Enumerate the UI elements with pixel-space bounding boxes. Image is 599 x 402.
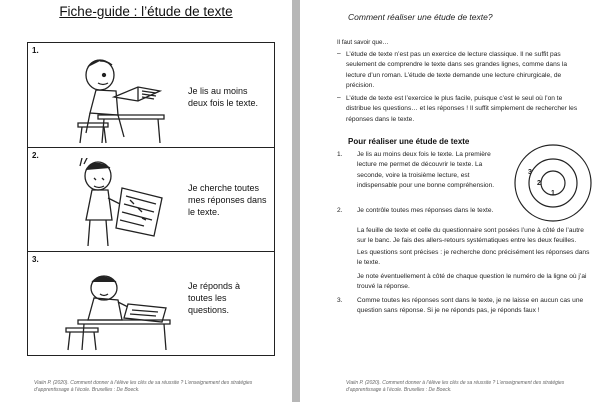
circle-label-inner: 1 <box>551 190 555 197</box>
page-title: Fiche-guide : l’étude de texte <box>59 4 233 19</box>
item-2-text: Je contrôle toutes mes réponses dans le texte. <box>357 207 494 214</box>
right-page <box>300 0 599 402</box>
step-number: 1. <box>32 46 39 55</box>
intro-text: Il faut savoir que… <box>337 39 389 46</box>
item-number: 2. <box>337 207 343 214</box>
concentric-circles-diagram <box>510 140 596 226</box>
bullet-1: L’étude de texte n’est pas un exercice de lecture classique. Il ne suffit pas seulement de comprendre le texte dans ses grandes lignes, comme dans la lecture d’un roman. L’étude de texte demande une lecture chirurgicale, de précision. <box>346 51 568 90</box>
writing-child-illustration <box>58 262 183 354</box>
reading-child-illustration <box>68 53 178 145</box>
section-title: Pour réaliser une étude de texte <box>348 137 470 146</box>
subpoint-3: Je note éventuellement à côté de chaque question le numéro de la ligne où j’ai trouvé la réponse. <box>357 273 587 291</box>
item-1-text: Je lis au moins deux fois le texte. La première lecture me permet de découvrir le texte. La seconde, voire la troisième lecture, est indispensable pour une bonne compréhension. <box>357 151 495 190</box>
citation: Viaiin P. (2020). Comment donner à l’élève les clés de sa réussite ? L’enseignement des stratégies d’apprentissage à l’école. Bruxelles : De Boeck. <box>346 380 565 393</box>
subpoint-2: Les questions sont précises : je recherche donc précisément les réponses dans le texte. <box>357 249 590 267</box>
searching-child-illustration <box>58 158 183 250</box>
bullet-dash: – <box>337 94 341 101</box>
bullet-dash: – <box>337 50 341 57</box>
page-title: Comment réaliser une étude de texte? <box>348 12 493 22</box>
circle-label-outer: 3 <box>528 169 532 176</box>
step-3 <box>28 251 274 354</box>
left-page <box>0 0 292 402</box>
step-text: Je réponds à toutes les questions. <box>188 281 241 315</box>
item-number: 3. <box>337 297 343 304</box>
subpoint-1: La feuille de texte et celle du questionnaire sont posées l’une à côté de l’autre sur le banc. Je fais des allers-retours systématiques entre les deux feuilles. <box>357 227 584 245</box>
item-3-text: Comme toutes les réponses sont dans le texte, je ne laisse en aucun cas une question sans réponse. Si je ne réponds pas, je réponds faux ! <box>357 297 584 315</box>
citation: Viaiin P. (2020). Comment donner à l’élève les clés de sa réussite ? L’enseignement des stratégies d’apprentissage à l’école. Bruxelles : De Boeck. <box>34 380 253 393</box>
steps-box <box>27 42 275 356</box>
step-2 <box>28 147 274 251</box>
bullet-2: L’étude de texte est l’exercice le plus facile, puisque c’est le seul où l’on te distribue les questions… et les réponses ! Il suffit simplement de rechercher les réponses dans le texte. <box>346 95 578 123</box>
step-number: 2. <box>32 151 39 160</box>
step-1 <box>28 43 274 147</box>
step-text: Je lis au moins deux fois le texte. <box>188 86 259 108</box>
step-text: Je cherche toutes mes réponses dans le texte. <box>188 183 267 217</box>
circle-label-middle: 2 <box>537 180 541 187</box>
item-number: 1. <box>337 151 343 158</box>
step-number: 3. <box>32 255 39 264</box>
